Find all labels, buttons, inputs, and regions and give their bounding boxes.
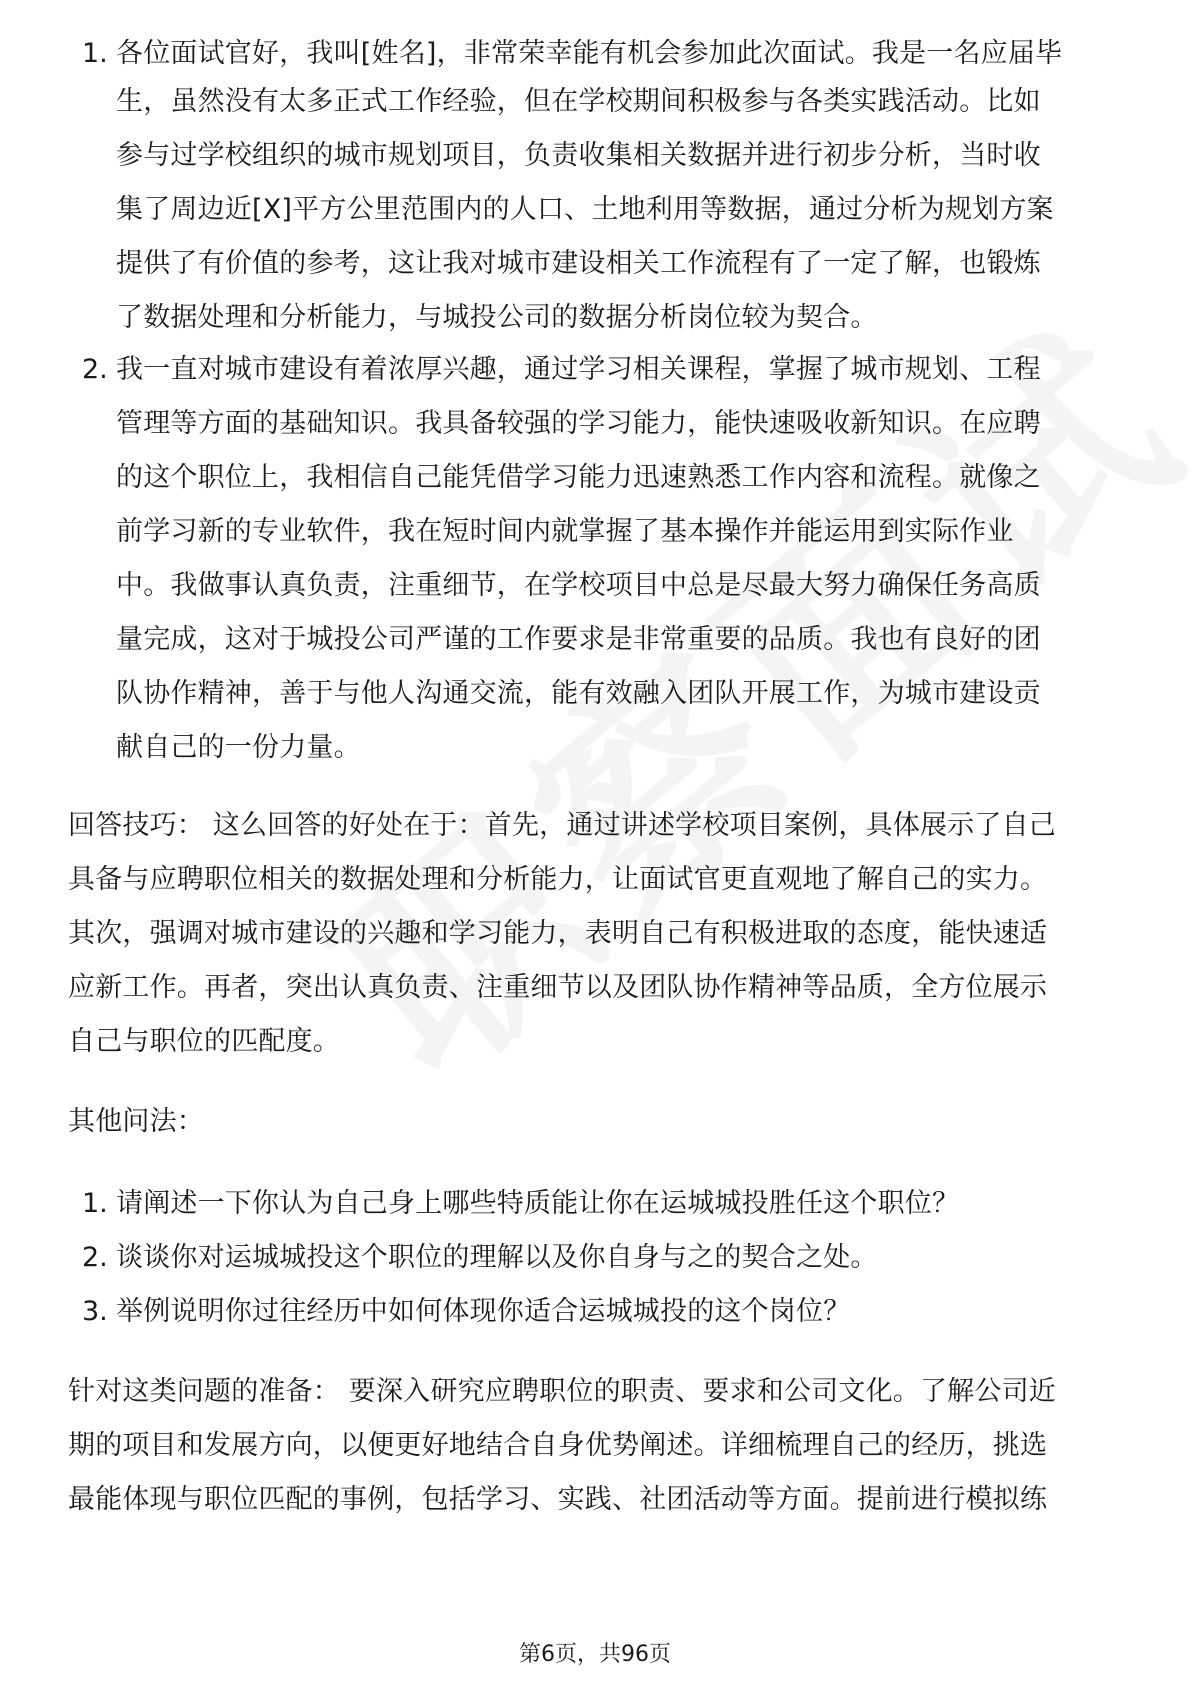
item2-line: 中。我做事认真负责，注重细节，在学校项目中总是尽最大努力确保任务高质 — [116, 570, 1041, 601]
other-number-1: 1. — [82, 1188, 108, 1219]
prep-line: 期的项目和发展方向，以便更好地结合自身优势阐述。详细梳理自己的经历，挑选 — [68, 1430, 1048, 1461]
tips-line: 具备与应聘职位相关的数据处理和分析能力，让面试官更直观地了解自己的实力。 — [68, 864, 1048, 895]
item2-line: 我一直对城市建设有着浓厚兴趣，通过学习相关课程，掌握了城市规划、工程 — [116, 354, 1041, 385]
item1-line: 各位面试官好，我叫[姓名]，非常荣幸能有机会参加此次面试。我是一名应届毕 — [116, 38, 1063, 69]
item2-line: 管理等方面的基础知识。我具备较强的学习能力，能快速吸收新知识。在应聘 — [116, 408, 1041, 439]
item1-line: 生，虽然没有太多正式工作经验，但在学校期间积极参与各类实践活动。比如 — [116, 86, 1041, 117]
other-number-3: 3. — [82, 1296, 108, 1327]
item1-line: 提供了有价值的参考，这让我对城市建设相关工作流程有了一定了解，也锻炼 — [116, 248, 1041, 279]
item2-line: 的这个职位上，我相信自己能凭借学习能力迅速熟悉工作内容和流程。就像之 — [116, 462, 1041, 493]
tips-line: 自己与职位的匹配度。 — [68, 1026, 340, 1057]
prep-line: 最能体现与职位匹配的事例，包括学习、实践、社团活动等方面。提前进行模拟练 — [68, 1484, 1048, 1515]
list-number-1: 1. — [82, 38, 108, 69]
item2-line: 前学习新的专业软件，我在短时间内就掌握了基本操作并能运用到实际作业 — [116, 516, 1014, 547]
item2-line: 量完成，这对于城投公司严谨的工作要求是非常重要的品质。我也有良好的团 — [116, 624, 1041, 655]
item1-line: 参与过学校组织的城市规划项目，负责收集相关数据并进行初步分析，当时收 — [116, 140, 1041, 171]
other-heading: 其他问法： — [68, 1106, 204, 1137]
other-number-2: 2. — [82, 1242, 108, 1273]
prep-line: 针对这类问题的准备： 要深入研究应聘职位的职责、要求和公司文化。了解公司近 — [68, 1376, 1056, 1407]
list-number-2: 2. — [82, 354, 108, 385]
item2-line: 队协作精神，善于与他人沟通交流，能有效融入团队开展工作，为城市建设贡 — [116, 678, 1041, 709]
item2-line: 献自己的一份力量。 — [116, 732, 361, 763]
tips-line: 回答技巧： 这么回答的好处在于：首先，通过讲述学校项目案例，具体展示了自己 — [68, 810, 1056, 841]
item1-line: 集了周边近[X]平方公里范围内的人口、土地利用等数据，通过分析为规划方案 — [116, 194, 1054, 225]
tips-line: 其次，强调对城市建设的兴趣和学习能力，表明自己有积极进取的态度，能快速适 — [68, 918, 1048, 949]
page-footer: 第6页，共96页 — [519, 1642, 671, 1667]
other-question: 谈谈你对运城城投这个职位的理解以及你自身与之的契合之处。 — [116, 1242, 878, 1273]
other-question: 请阐述一下你认为自己身上哪些特质能让你在运城城投胜任这个职位？ — [116, 1188, 960, 1219]
item1-line: 了数据处理和分析能力，与城投公司的数据分析岗位较为契合。 — [116, 302, 878, 333]
tips-line: 应新工作。再者，突出认真负责、注重细节以及团队协作精神等品质，全方位展示 — [68, 972, 1048, 1003]
other-question: 举例说明你过往经历中如何体现你适合运城城投的这个岗位？ — [116, 1296, 851, 1327]
